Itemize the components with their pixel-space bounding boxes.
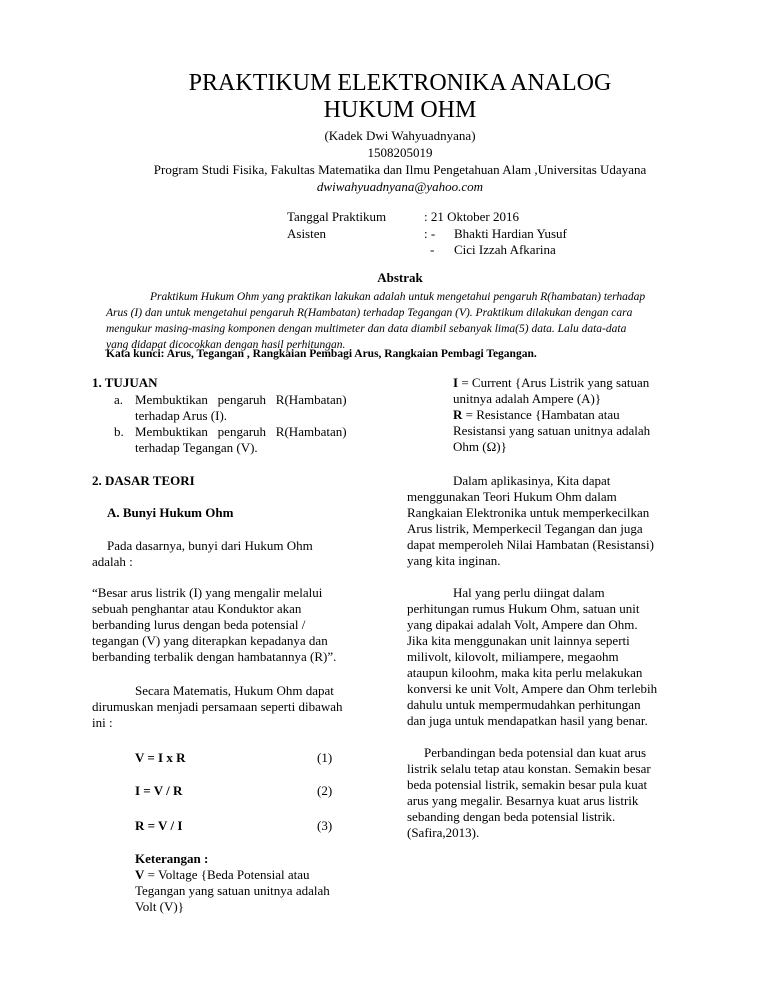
quote-line-4: tegangan (V) yang diterapkan kepadanya dan xyxy=(92,633,328,648)
assistant-prefix-2: - xyxy=(430,242,435,257)
assistant-label: Asisten xyxy=(287,226,326,241)
abstract-heading: Abstrak xyxy=(377,270,423,285)
legend-r-line-2: Resistansi yang satuan unitnya adalah xyxy=(453,423,651,438)
paragraph-4-line-2: perhitungan rumus Hukum Ohm, satuan unit xyxy=(407,601,640,616)
paragraph-1-line-2: adalah : xyxy=(92,554,133,569)
paragraph-5-line-6: (Safira,2013). xyxy=(407,825,480,840)
email: dwiwahyuadnyana@yahoo.com xyxy=(316,179,484,194)
paragraph-5-line-5: sebanding dengan beda potensial listrik. xyxy=(407,809,616,824)
paragraph-4-line-5: milivolt, kilovolt, miliampere, megaohm xyxy=(407,649,619,664)
paragraph-3-line-6: yang kita inginan. xyxy=(407,553,501,568)
paragraph-5-line-2: listrik selalu tetap atau konstan. Semakin besar xyxy=(407,761,651,776)
section-2-heading: 2. DASAR TEORI xyxy=(92,473,195,488)
objective-b-line-2: terhadap Tegangan (V). xyxy=(135,440,258,455)
paragraph-2-line-1: Secara Matematis, Hukum Ohm dapat xyxy=(135,683,334,698)
author-name: (Kadek Dwi Wahyuadnyana) xyxy=(324,128,476,143)
paragraph-5-line-4: arus yang megalir. Besarnya kuat arus listrik xyxy=(407,793,639,808)
title-line-2: HUKUM OHM xyxy=(323,97,477,123)
assistant-2: Cici Izzah Afkarina xyxy=(454,242,556,257)
abstract-line-2: Arus (I) dan untuk mengetahui pengaruh R(Hambatan) terhadap Tegangan (V). Praktikum dilakukan dengan cara xyxy=(106,307,633,319)
legend-v-text: = Voltage {Beda Potensial atau xyxy=(144,867,310,882)
paragraph-4-line-4: Jika kita menggunakan unit lainnya seperti xyxy=(407,633,630,648)
assistant-1: Bhakti Hardian Yusuf xyxy=(454,226,567,241)
quote-line-3: berbanding lurus dengan beda potensial / xyxy=(92,617,306,632)
date-label: Tanggal Praktikum xyxy=(287,209,387,224)
paragraph-4-line-9: dan juga untuk mendapatkan hasil yang benar. xyxy=(407,713,648,728)
paragraph-4-line-6: ataupun kiloohm, maka kita perlu melakukan xyxy=(407,665,643,680)
legend-v-symbol: V xyxy=(135,867,145,882)
equation-3: R = V / I xyxy=(135,818,183,833)
legend-r-line-1 xyxy=(453,407,620,423)
abstract-line-3: mengukur masing-masing komponen dengan multimeter dan data diambil sebanyak lima(5) data. Lalu data-data xyxy=(106,323,627,335)
subsection-a-heading: A. Bunyi Hukum Ohm xyxy=(107,505,234,520)
affiliation: Program Studi Fisika, Fakultas Matematika dan Ilmu Pengetahuan Alam ,Universitas Udayana xyxy=(153,162,647,177)
list-marker-b: b. xyxy=(114,424,124,439)
legend-i-line-1 xyxy=(453,375,649,391)
equation-2: I = V / R xyxy=(135,783,183,798)
equation-1-number: (1) xyxy=(317,750,333,765)
objective-b-line-1: Membuktikan pengaruh R(Hambatan) xyxy=(135,424,347,439)
abstract-line-4: yang didapat dicocokkan dengan hasil perhitungan. xyxy=(106,339,346,351)
paragraph-2-line-3: ini : xyxy=(92,715,113,730)
title-line-1: PRAKTIKUM ELEKTRONIKA ANALOG xyxy=(188,70,612,96)
equation-2-number: (2) xyxy=(317,783,333,798)
legend-v-line-3: Volt (V)} xyxy=(135,899,184,914)
objective-a-line-1: Membuktikan pengaruh R(Hambatan) xyxy=(135,392,347,407)
paragraph-1-line-1: Pada dasarnya, bunyi dari Hukum Ohm xyxy=(107,538,313,553)
list-marker-a: a. xyxy=(114,392,124,407)
date-value: : 21 Oktober 2016 xyxy=(424,209,519,224)
section-1-heading: 1. TUJUAN xyxy=(92,375,158,390)
paragraph-3-line-5: dapat memperoleh Nilai Hambatan (Resistansi) xyxy=(407,537,654,552)
legend-r-symbol: R xyxy=(453,407,463,422)
paragraph-4-line-7: konversi ke unit Volt, Ampere dan Ohm terlebih xyxy=(407,681,658,696)
paragraph-3-line-4: Arus listrik, Memperkecil Tegangan dan juga xyxy=(407,521,643,536)
legend-i-text: = Current {Arus Listrik yang satuan xyxy=(458,375,650,390)
legend-i-line-2: unitnya adalah Ampere (A)} xyxy=(453,391,602,406)
quote-line-1: “Besar arus listrik (I) yang mengalir melalui xyxy=(92,585,323,600)
objective-a-line-2: terhadap Arus (I). xyxy=(135,408,228,423)
legend-r-text: = Resistance {Hambatan atau xyxy=(462,407,620,422)
paragraph-3-line-1: Dalam aplikasinya, Kita dapat xyxy=(453,473,611,488)
paragraph-4-line-3: yang dipakai adalah Volt, Ampere dan Ohm. xyxy=(407,617,638,632)
student-id: 1508205019 xyxy=(367,145,433,160)
assistant-prefix-1: : - xyxy=(424,226,436,241)
paragraph-5-line-3: beda potensial listrik, semakin besar pula kuat xyxy=(407,777,648,792)
paragraph-4-line-1: Hal yang perlu diingat dalam xyxy=(453,585,605,600)
equation-3-number: (3) xyxy=(317,818,333,833)
keywords: Kata kunci: Arus, Tegangan , Rangkaian Pembagi Arus, Rangkaian Pembagi Tegangan. xyxy=(106,348,537,360)
paragraph-3-line-3: Rangkaian Elektronika untuk memperkecilkan xyxy=(407,505,650,520)
paragraph-2-line-2: dirumuskan menjadi persamaan seperti dibawah xyxy=(92,699,343,714)
equation-1: V = I x R xyxy=(135,750,186,765)
legend-v-line-1 xyxy=(135,867,309,883)
abstract-line-1: Praktikum Hukum Ohm yang praktikan lakukan adalah untuk mengetahui pengaruh R(hambatan) terhadap xyxy=(150,291,646,303)
legend-v-line-2: Tegangan yang satuan unitnya adalah xyxy=(135,883,330,898)
paragraph-4-line-8: dahulu untuk mempermudahkan perhitungan xyxy=(407,697,641,712)
paragraph-3-line-2: menggunakan Teori Hukum Ohm dalam xyxy=(407,489,617,504)
legend-heading: Keterangan : xyxy=(135,851,209,866)
quote-line-5: berbanding terbalik dengan hambatannya (R)”. xyxy=(92,649,337,664)
quote-line-2: sebuah penghantar atau Konduktor akan xyxy=(92,601,302,616)
legend-r-line-3: Ohm (Ω)} xyxy=(453,439,507,454)
legend-i-symbol: I xyxy=(453,375,459,390)
paragraph-5-line-1: Perbandingan beda potensial dan kuat arus xyxy=(424,745,647,760)
